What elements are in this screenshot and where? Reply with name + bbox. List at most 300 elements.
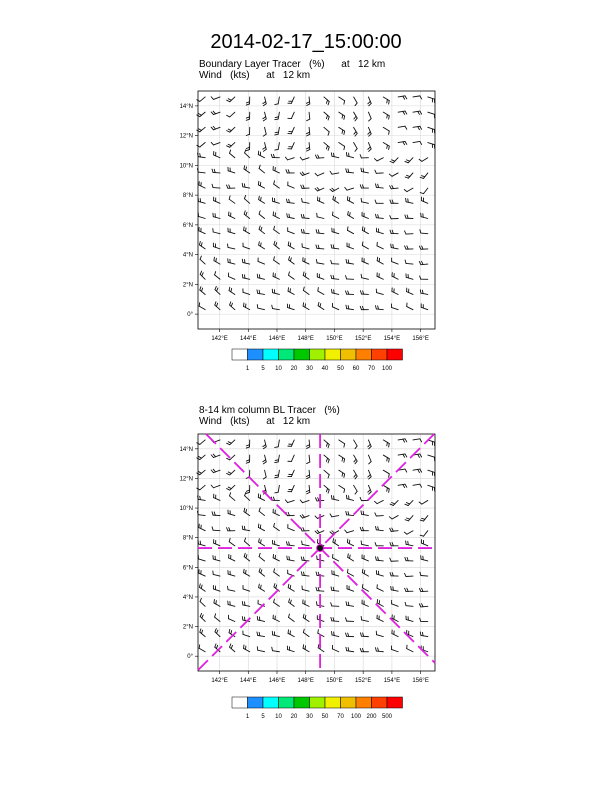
- wind-barb-shaft: [413, 469, 420, 470]
- wind-barb-feather: [379, 601, 380, 604]
- wind-barb-shaft: [422, 500, 428, 504]
- wind-barb-feather: [326, 443, 327, 446]
- wind-barb-feather: [392, 573, 393, 576]
- colorbar-box: [372, 697, 388, 708]
- wind-barb-feather: [390, 504, 393, 505]
- wind-barb-shaft: [215, 617, 220, 621]
- xtick-label: 156°E: [412, 678, 429, 684]
- wind-barb-shaft: [408, 516, 413, 521]
- wind-barb-feather: [346, 647, 347, 650]
- xtick-label: 150°E: [326, 678, 343, 684]
- wind-barb-shaft: [398, 484, 405, 485]
- wind-barb-feather: [259, 539, 260, 542]
- wind-barbs: [197, 439, 435, 652]
- wind-barb-feather: [306, 475, 309, 477]
- wind-barb-feather: [328, 490, 329, 493]
- wind-barb-feather: [318, 644, 319, 647]
- wind-barb-shaft: [245, 496, 250, 501]
- wind-barb-shaft: [258, 650, 265, 652]
- wind-barb-feather: [369, 446, 372, 448]
- wind-barb-feather: [259, 568, 260, 571]
- wind-barb-shaft: [421, 543, 427, 546]
- ytick-label: 4°N: [182, 252, 193, 259]
- wind-barb-feather: [215, 614, 216, 617]
- wind-barb-feather: [361, 511, 362, 514]
- wind-barb-feather: [389, 459, 390, 462]
- colorbar-label: 40: [321, 366, 329, 372]
- wind-barb-feather: [331, 603, 332, 606]
- wind-barb-shaft: [332, 574, 339, 576]
- wind-barb-shaft: [258, 635, 265, 636]
- wind-barb-feather: [227, 489, 230, 491]
- wind-barb-feather: [228, 442, 231, 444]
- wind-barb-feather: [263, 462, 266, 464]
- wind-barb-shaft: [332, 635, 339, 637]
- wind-barb-feather: [301, 572, 302, 575]
- panel2-title-line2: Wind (kts) at 12 km: [199, 416, 311, 427]
- ytick-label: 6°N: [182, 565, 193, 572]
- wind-barb-shaft: [199, 587, 205, 591]
- wind-barb-shaft: [288, 528, 294, 531]
- colorbar-label: 50: [321, 714, 329, 720]
- wind-barb-feather: [306, 490, 309, 492]
- wind-barb-feather: [303, 629, 304, 632]
- wind-barb-shaft: [229, 542, 235, 546]
- wind-barb-feather: [405, 602, 406, 605]
- wind-barb-feather: [260, 585, 261, 588]
- wind-barb-shaft: [391, 590, 398, 591]
- wind-barb-shaft: [273, 513, 279, 516]
- wind-barb-shaft: [377, 635, 384, 637]
- wind-barb-feather: [334, 496, 335, 499]
- wind-barb-feather: [342, 473, 343, 476]
- wind-barb-feather: [346, 602, 347, 605]
- xtick-label: 152°E: [354, 678, 372, 684]
- wind-barb-shaft: [377, 574, 384, 576]
- wind-barb-feather: [364, 570, 365, 573]
- wind-barb-feather: [242, 526, 243, 529]
- wind-barb-shaft: [243, 634, 250, 636]
- wind-barb-feather: [375, 648, 376, 651]
- wind-barb-shaft: [332, 621, 339, 622]
- wind-barb-feather: [407, 588, 408, 591]
- wind-barb-feather: [363, 511, 364, 514]
- wind-barb-feather: [198, 472, 201, 474]
- wind-barb-shaft: [347, 605, 354, 606]
- wind-barb-feather: [244, 553, 245, 556]
- wind-barb-shaft: [288, 500, 295, 502]
- wind-barb-feather: [229, 629, 230, 632]
- colorbar-label: 70: [368, 366, 375, 372]
- wind-barb-shaft: [303, 633, 309, 637]
- wind-barb-feather: [246, 555, 247, 558]
- wind-barb-shaft: [213, 485, 220, 487]
- colorbar-label: 10: [275, 714, 282, 720]
- wind-barb-feather: [315, 498, 316, 501]
- wind-barb-feather: [302, 515, 304, 518]
- wind-barb-shaft: [230, 647, 235, 652]
- wind-barb-shaft: [213, 589, 220, 591]
- wind-barb-shaft: [324, 470, 329, 475]
- ytick-label: 10°N: [179, 163, 193, 170]
- wind-barb-feather: [214, 599, 215, 602]
- wind-barb-feather: [350, 555, 351, 558]
- wind-barb-feather: [362, 584, 363, 587]
- wind-barb-shaft: [309, 455, 310, 462]
- wind-barb-feather: [348, 633, 349, 636]
- wind-barb-feather: [288, 584, 289, 587]
- wind-barb-feather: [301, 557, 302, 560]
- wind-barb-feather: [215, 644, 216, 647]
- xtick-label: 154°E: [383, 336, 401, 342]
- wind-barb-feather: [344, 489, 345, 492]
- wind-barb-shaft: [407, 531, 413, 535]
- wind-barb-shaft: [259, 588, 265, 592]
- wind-barb-feather: [227, 443, 230, 445]
- wind-barb-shaft: [413, 484, 420, 485]
- wind-barb-shaft: [428, 485, 435, 487]
- wind-barb-shaft: [288, 574, 295, 576]
- wind-barb-shaft: [200, 440, 205, 444]
- wind-barb-feather: [305, 646, 306, 649]
- colorbar-box: [310, 697, 326, 708]
- wind-barb-shaft: [200, 632, 205, 636]
- wind-barb-feather: [355, 491, 357, 494]
- wind-barb-feather: [246, 445, 249, 446]
- wind-barb-feather: [391, 586, 392, 589]
- wind-barb-shaft: [228, 574, 235, 576]
- wind-barb-shaft: [376, 530, 383, 531]
- wind-barb-shaft: [408, 500, 413, 505]
- ytick-label: 2°N: [182, 624, 193, 631]
- colorbar-box: [232, 697, 248, 708]
- wind-barb-feather: [315, 516, 317, 518]
- wind-barb-feather: [408, 541, 409, 544]
- wind-barb-feather: [390, 542, 391, 545]
- wind-barb-shaft: [383, 470, 389, 474]
- ytick-label: 14°N: [179, 103, 193, 110]
- wind-barb-shaft: [259, 542, 265, 546]
- wind-barb-feather: [355, 461, 357, 464]
- wind-barb-feather: [244, 617, 245, 620]
- wind-barb-feather: [212, 512, 213, 515]
- wind-barb-shaft: [368, 455, 371, 461]
- colorbar-label: 1: [245, 714, 250, 720]
- wind-barb-shaft: [348, 557, 354, 561]
- wind-barb-feather: [344, 474, 345, 477]
- wind-barb-shaft: [428, 470, 435, 472]
- wind-barb-feather: [200, 613, 201, 616]
- xtick-label: 146°E: [268, 678, 286, 684]
- wind-barb-feather: [405, 520, 408, 521]
- colorbar-label: 30: [306, 366, 313, 372]
- wind-barb-shaft: [309, 470, 310, 477]
- wind-barb-shaft: [383, 440, 389, 444]
- wind-barb-shaft: [393, 500, 398, 505]
- wind-barb-feather: [200, 598, 201, 601]
- colorbar-label: 60: [352, 366, 360, 372]
- wind-barb-feather: [285, 500, 287, 503]
- wind-barb-feather: [227, 473, 230, 475]
- wind-barb-shaft: [259, 557, 264, 561]
- colorbar-label: 10: [275, 366, 282, 372]
- wind-barb-shaft: [214, 603, 220, 606]
- wind-barb-feather: [360, 497, 361, 500]
- wind-barb-feather: [273, 497, 274, 500]
- wind-barb-feather: [348, 554, 349, 557]
- wind-barb-feather: [405, 573, 406, 576]
- xtick-label: 144°E: [240, 336, 257, 342]
- wind-barb-feather: [407, 518, 410, 519]
- wind-barb-shaft: [243, 529, 250, 530]
- wind-barb-shaft: [199, 528, 205, 531]
- wind-barb-shaft: [273, 544, 280, 546]
- ytick-label: 12°N: [179, 133, 193, 140]
- wind-barb-shaft: [339, 485, 345, 489]
- wind-barb-shaft: [230, 496, 235, 501]
- ytick-label: 4°N: [182, 594, 193, 601]
- colorbar-box: [341, 697, 357, 708]
- wind-barb-shaft: [213, 574, 220, 576]
- wind-barb-feather: [346, 618, 347, 621]
- wind-barb-feather: [418, 454, 420, 457]
- wind-barb-shaft: [421, 635, 428, 636]
- wind-barb-feather: [199, 645, 200, 648]
- xtick-label: 150°E: [326, 336, 343, 342]
- wind-barb-feather: [217, 630, 218, 633]
- colorbar-label: 30: [306, 714, 313, 720]
- overlay-line-diag-ne: [198, 434, 434, 670]
- wind-barb-shaft: [392, 634, 398, 637]
- wind-barb-shaft: [198, 515, 205, 516]
- wind-barb-shaft: [291, 485, 294, 491]
- wind-barb-feather: [331, 617, 332, 620]
- wind-barb-feather: [376, 526, 377, 529]
- wind-barb-feather: [328, 444, 329, 447]
- wind-barb-feather: [390, 528, 392, 531]
- colorbar-label: 20: [290, 714, 298, 720]
- wind-barb-feather: [229, 528, 230, 531]
- wind-barb-feather: [211, 470, 213, 473]
- wind-barb-shaft: [303, 648, 309, 652]
- wind-barb-feather: [376, 557, 377, 560]
- xtick-label: 154°E: [383, 678, 401, 684]
- wind-barb-shaft: [362, 544, 369, 546]
- wind-barb-feather: [229, 538, 230, 541]
- wind-barb-shaft: [324, 485, 329, 490]
- wind-barb-feather: [368, 490, 371, 492]
- wind-barb-shaft: [377, 500, 383, 503]
- wind-barb-feather: [405, 557, 406, 560]
- wind-barb-shaft: [324, 440, 329, 445]
- wind-barb-shaft: [347, 499, 354, 501]
- wind-barb-feather: [201, 630, 202, 633]
- wind-barb-shaft: [259, 572, 264, 576]
- panel2-title-line1: 8-14 km column BL Tracer (%): [199, 405, 340, 416]
- wind-barb-feather: [213, 469, 215, 472]
- wind-barb-shaft: [243, 589, 250, 591]
- colorbar-box: [263, 697, 279, 708]
- wind-barb-shaft: [291, 470, 294, 476]
- wind-barb-feather: [404, 532, 407, 534]
- wind-barb-feather: [246, 447, 249, 448]
- xtick-label: 156°E: [412, 336, 429, 342]
- wind-barb-feather: [231, 631, 232, 634]
- wind-barb-shaft: [288, 588, 294, 592]
- wind-barb-feather: [317, 530, 319, 532]
- wind-barb-shaft: [324, 455, 329, 460]
- wind-barb-feather: [377, 599, 378, 602]
- wind-barb-shaft: [213, 559, 220, 561]
- wind-barb-shaft: [302, 560, 309, 561]
- wind-barb-shaft: [291, 455, 294, 461]
- wind-barb-feather: [246, 460, 249, 461]
- wind-barb-feather: [387, 458, 388, 461]
- wind-barb-feather: [360, 527, 361, 530]
- wind-barb-shaft: [214, 543, 220, 546]
- wind-barb-feather: [403, 485, 405, 488]
- wind-barb-feather: [211, 455, 213, 458]
- wind-barb-feather: [330, 532, 333, 534]
- wind-barb-feather: [199, 584, 200, 587]
- wind-barb-shaft: [200, 485, 205, 489]
- wind-barb-shaft: [333, 542, 339, 546]
- wind-barb-feather: [244, 602, 245, 605]
- wind-barb-feather: [202, 615, 203, 618]
- wind-barb-feather: [216, 645, 217, 648]
- wind-barb-feather: [274, 569, 275, 572]
- wind-barb-feather: [307, 447, 310, 449]
- wind-barb-shaft: [273, 635, 280, 637]
- wind-barb-feather: [289, 614, 290, 617]
- wind-barb-feather: [230, 644, 231, 647]
- wind-barb-shaft: [244, 541, 249, 546]
- wind-barb-shaft: [406, 620, 413, 622]
- wind-barb-shaft: [214, 498, 220, 501]
- xtick-label: 142°E: [211, 336, 228, 342]
- wind-barb-feather: [392, 543, 393, 546]
- wind-barb-feather: [212, 527, 213, 530]
- wind-barb-shaft: [244, 512, 250, 516]
- wind-barb-shaft: [398, 454, 405, 455]
- wind-barb-feather: [289, 557, 290, 560]
- wind-barb-shaft: [288, 633, 294, 636]
- wind-barb-feather: [242, 617, 243, 620]
- wind-barb-feather: [286, 542, 287, 545]
- wind-barb-feather: [406, 503, 409, 504]
- wind-barb-shaft: [406, 606, 413, 607]
- wind-barb-feather: [289, 599, 290, 602]
- wind-barb-feather: [389, 474, 390, 477]
- wind-barb-shaft: [258, 620, 265, 622]
- colorbar-label: 20: [290, 366, 298, 372]
- wind-barb-shaft: [309, 440, 310, 447]
- wind-barb-shaft: [278, 455, 279, 462]
- xtick-label: 146°E: [268, 336, 286, 342]
- ytick-label: 12°N: [179, 476, 193, 483]
- wind-barb-feather: [259, 553, 260, 556]
- wind-barb-feather: [245, 492, 246, 495]
- wind-barb-feather: [328, 460, 329, 463]
- colorbar-box: [356, 697, 372, 708]
- wind-barb-shaft: [347, 589, 354, 591]
- wind-barb-shaft: [347, 531, 354, 533]
- wind-barb-feather: [390, 558, 391, 561]
- wind-barb-shaft: [318, 648, 324, 652]
- wind-barb-feather: [275, 492, 278, 493]
- xtick-label: 148°E: [297, 678, 314, 684]
- wind-barb-shaft: [339, 470, 345, 474]
- wind-barb-feather: [246, 509, 247, 512]
- wind-barb-shaft: [376, 651, 383, 652]
- wind-barb-feather: [389, 489, 390, 492]
- wind-barb-shaft: [291, 440, 294, 446]
- ytick-label: 6°N: [182, 222, 193, 229]
- wind-barb-shaft: [228, 590, 235, 592]
- colorbar-label: 500: [381, 714, 393, 720]
- wind-barb-shaft: [376, 560, 383, 561]
- wind-barb-shaft: [392, 604, 399, 607]
- wind-barb-feather: [405, 469, 407, 472]
- colorbar-label: 100: [350, 714, 362, 720]
- wind-barb-shaft: [347, 651, 354, 652]
- ytick-label: 0°: [187, 654, 193, 661]
- wind-barb-feather: [403, 454, 405, 457]
- colorbar-label: 50: [337, 366, 344, 372]
- wind-barb-shaft: [265, 470, 267, 477]
- ytick-label: 8°N: [182, 535, 193, 542]
- colorbar-label: 5: [261, 366, 265, 372]
- wind-barb-shaft: [309, 485, 310, 492]
- wind-barb-feather: [387, 488, 388, 491]
- colorbar-label: 1: [245, 366, 250, 372]
- wind-barb-shaft: [377, 588, 383, 591]
- wind-barb-shaft: [244, 557, 250, 561]
- wind-barb-feather: [274, 584, 275, 587]
- panel1-title-line2: Wind (kts) at 12 km: [199, 70, 311, 81]
- wind-barb-feather: [318, 498, 319, 501]
- wind-barb-feather: [345, 530, 347, 533]
- wind-barb-feather: [390, 573, 391, 576]
- wind-barb-feather: [257, 632, 258, 635]
- wind-barb-feather: [246, 490, 249, 491]
- wind-barb-feather: [274, 599, 275, 602]
- wind-barb-feather: [393, 587, 394, 590]
- wind-barb-feather: [290, 585, 291, 588]
- wind-barb-feather: [368, 475, 371, 477]
- wind-barb-feather: [227, 528, 228, 531]
- wind-barb-feather: [406, 541, 407, 544]
- wind-barb-feather: [369, 492, 372, 494]
- wind-barb-feather: [259, 584, 260, 587]
- wind-barb-feather: [355, 446, 357, 449]
- wind-barb-shaft: [424, 531, 428, 537]
- wind-barb-feather: [300, 515, 302, 518]
- wind-barb-feather: [276, 585, 277, 588]
- wind-barb-shaft: [392, 516, 398, 519]
- wind-barb-feather: [303, 645, 304, 648]
- wind-barb-feather: [274, 523, 275, 526]
- wind-barb-shaft: [421, 559, 428, 561]
- wind-barb-feather: [315, 531, 317, 533]
- colorbar-box: [325, 697, 341, 708]
- wind-barb-feather: [331, 587, 332, 590]
- wind-barb-feather: [405, 504, 408, 505]
- wind-barb-shaft: [198, 544, 205, 546]
- wind-barb-shaft: [354, 440, 358, 446]
- colorbar-label: 100: [381, 366, 393, 372]
- xtick-label: 142°E: [211, 678, 228, 684]
